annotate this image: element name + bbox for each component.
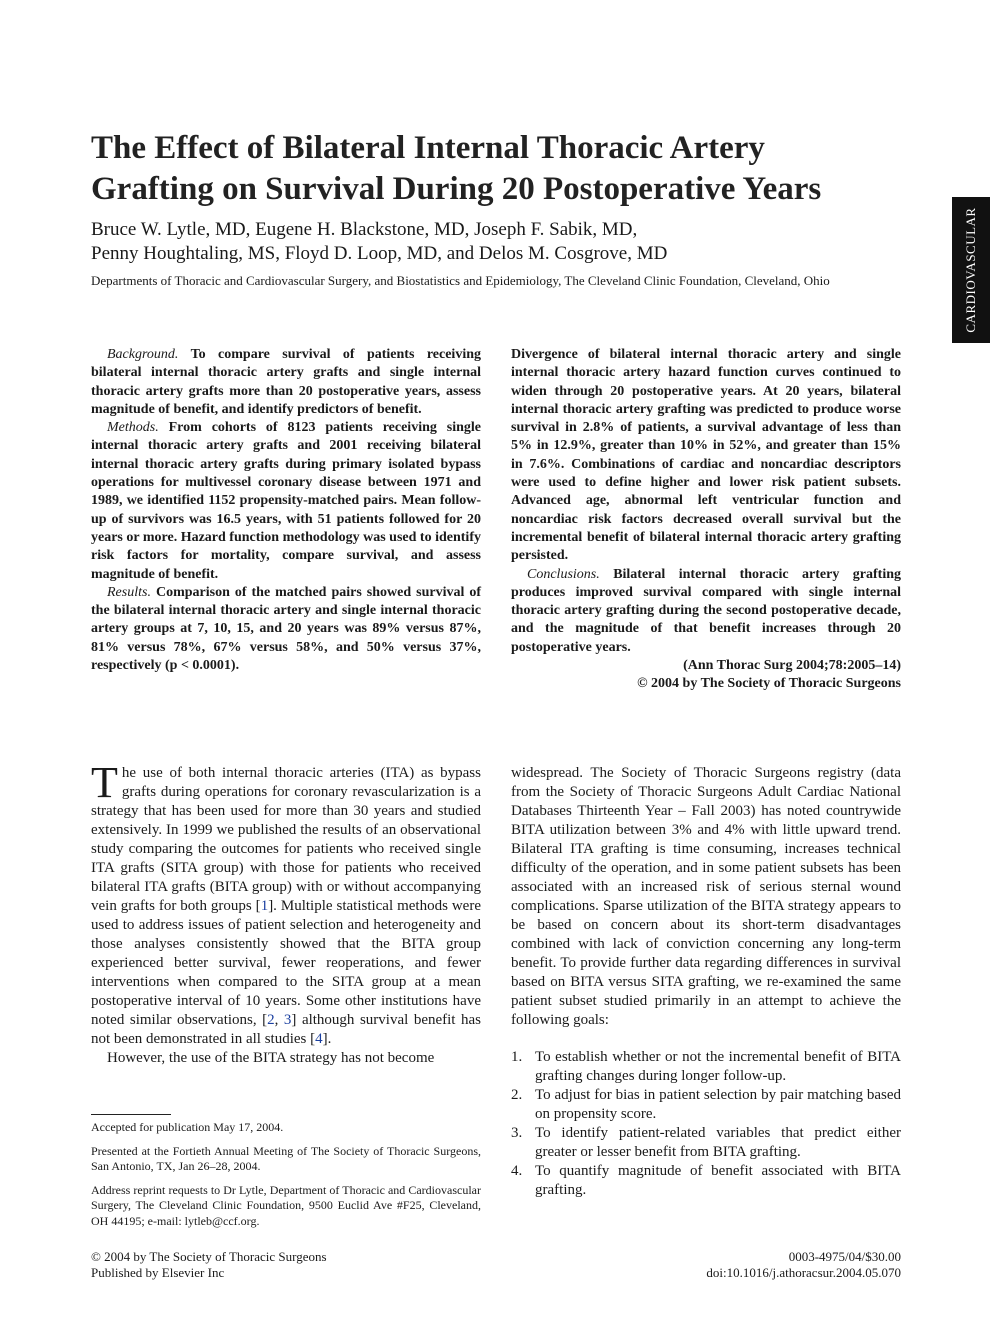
goal-number: 1. xyxy=(511,1049,523,1065)
authors-line-2: Penny Houghtaling, MS, Floyd D. Loop, MD, and Delos M. Cosgrove, MD xyxy=(91,243,668,264)
intro-text-1: he use of both internal thoracic arteries (ITA) as bypass grafts during operations for coronary revascularization is a strategy that has been used for more than 30 years and studied extensively. In 1999 we published the results of an observational study comparing the outcomes for patients who received single ITA grafts (SITA group) with those for patients who received bilateral ITA grafts (BITA group) with or without accompanying vein grafts for both groups [ xyxy=(91,765,481,914)
abstract-results xyxy=(91,584,481,675)
footer-copyright: © 2004 by The Society of Thoracic Surgeons xyxy=(91,1249,327,1264)
footer-doi: doi:10.1016/j.athoracsur.2004.05.070 xyxy=(706,1265,901,1280)
goal-number: 4. xyxy=(511,1163,523,1179)
article-title xyxy=(91,128,921,210)
reference-separator: , xyxy=(274,1012,284,1028)
abstract-results-continued: Divergence of bilateral internal thoracic artery and single internal thoracic artery hazard function curves continued to widen through 20 postoperative years. At 20 years, bilateral internal thoracic artery grafting was predicted to produce worse survival in 2.8% of patients, a survival advantage of less than 5% in 12.9%, greater than 10% in 52%, and greater than 15% in 7.6%. Combinations of cardiac and noncardiac descriptors were used to define higher and lower risk patient subsets. Advanced age, abnormal left ventricular function and noncardiac risk factors decreased overall survival but the incremental benefit of bilateral internal thoracic artery grafting persisted. xyxy=(511,347,901,564)
footer-right xyxy=(560,1249,901,1281)
footnote-rule xyxy=(91,1114,171,1115)
abstract-methods xyxy=(91,419,481,584)
results-text: Comparison of the matched pairs showed survival of the bilateral internal thoracic artery and single internal thoracic artery groups at 7, 10, 15, and 20 years was 89% versus 87%, 81% versus 78%, 67% versus 58%, and 50% versus 37%, respectively (p < 0.0001). xyxy=(91,584,482,674)
journal-citation: (Ann Thorac Surg 2004;78:2005–14) xyxy=(683,658,901,674)
abstract-left-column xyxy=(91,346,481,675)
abstract-background xyxy=(91,346,481,419)
footnote-reprint: Address reprint requests to Dr Lytle, Department of Thoracic and Cardiovascular Surgery, The Cleveland Clinic Foundation, 9500 Euclid Ave #F25, Cleveland, OH 44195; e-mail: lytleb@ccf.org. xyxy=(91,1182,481,1228)
author-list xyxy=(91,218,891,266)
reference-link-1[interactable]: 1 xyxy=(260,898,269,914)
footnote-presented: Presented at the Fortieth Annual Meeting of The Society of Thoracic Surgeons, San Antonio, TX, Jan 26–28, 2004. xyxy=(91,1143,481,1173)
abstract-conclusions xyxy=(511,566,901,657)
section-side-tab xyxy=(952,197,990,343)
affiliation: Departments of Thoracic and Cardiovascular Surgery, and Biostatistics and Epidemiology, The Cleveland Clinic Foundation, Cleveland, Ohio xyxy=(91,273,830,288)
results-label: Results. xyxy=(107,584,151,600)
methods-text: From cohorts of 8123 patients receiving single internal thoracic artery grafts and 2001 receiving bilateral internal thoracic artery grafts during primary isolated bypass operations for multivessel coronary disease between 1971 and 1989, we identified 1152 propensity-matched pairs. Mean follow-up of survivors was 16.5 years, with 51 patients followed for 20 years or more. Hazard function methodology was used to identify risk factors for mortality, compare survival, and assess magnitude of benefit. xyxy=(91,420,482,582)
goal-text: To quantify magnitude of benefit associated with BITA grafting. xyxy=(535,1163,901,1198)
title-line-2: Grafting on Survival During 20 Postoperative Years xyxy=(91,171,822,207)
goal-text: To identify patient-related variables that predict either greater or lesser benefit from BITA grafting. xyxy=(535,1125,901,1160)
intro-text-3: ] although survival benefit has not been demonstrated in all studies [ xyxy=(91,1012,481,1047)
footer-publisher: Published by Elsevier Inc xyxy=(91,1265,225,1280)
conclusions-text: Bilateral internal thoracic artery grafting produces improved survival compared with single internal thoracic artery grafting during the second postoperative decade, and the magnitude of that benefit increases through 20 postoperative years. xyxy=(511,566,901,655)
drop-cap: T xyxy=(91,758,118,807)
body-right-column xyxy=(511,764,901,1200)
footer-issn: 0003-4975/04/$30.00 xyxy=(788,1249,901,1264)
goal-number: 3. xyxy=(511,1125,523,1141)
goal-text: To adjust for bias in patient selection by pair matching based on propensity score. xyxy=(535,1087,901,1122)
footnotes xyxy=(91,1120,481,1237)
second-paragraph-continued: widespread. The Society of Thoracic Surgeons registry (data from the Society of Thoracic Surgeons Adult Cardiac National Databases Thirteenth Year – Fall 2003) has noted countrywide BITA utilization between 3% and 4% with little upward trend. Bilateral ITA grafting is time consuming, increases technical difficulty of the operation, and in some patient subsets has been associated with an increased risk of serious sternal wound complications. Sparse utilization of the BITA strategy appears to be based on concern about its short-term disadvantages combined with lack of conviction concerning any long-term benefit. To provide further data regarding differences in survival based on BITA versus SITA grafting, we re-examined the same patient subset studied primarily in an attempt to achieve the following goals: xyxy=(511,765,901,1028)
abstract-copyright: © 2004 by The Society of Thoracic Surgeons xyxy=(637,676,901,692)
goals-list xyxy=(511,1048,901,1200)
reference-link-2[interactable]: 2 xyxy=(267,1012,275,1028)
goal-text: To establish whether or not the incremental benefit of BITA grafting changes during longer follow-up. xyxy=(535,1049,901,1084)
goal-item xyxy=(511,1086,901,1124)
footnote-accepted: Accepted for publication May 17, 2004. xyxy=(91,1120,284,1134)
abstract-right-column xyxy=(511,346,901,694)
goal-item xyxy=(511,1124,901,1162)
background-text: To compare survival of patients receiving bilateral internal thoracic artery grafts and single internal thoracic artery grafts more than 20 postoperative years, assess magnitude of benefit, and identify predictors of benefit. xyxy=(91,347,481,417)
side-tab-label: CARDIOVASCULAR xyxy=(963,207,978,333)
goal-item xyxy=(511,1162,901,1200)
title-line-1: The Effect of Bilateral Internal Thoracic Artery xyxy=(91,130,765,166)
intro-paragraph xyxy=(91,758,481,1049)
conclusions-label: Conclusions. xyxy=(527,566,600,582)
reference-link-4[interactable]: 4 xyxy=(315,1031,323,1047)
intro-text-2: ]. Multiple statistical methods were used to address issues of patient selection and heterogeneity and those analyses consistently showed that the BITA group experienced better survival, fewer reoperations, and fewer interventions when compared to the SITA group at a mean postoperative interval of 10 years. Some other institutions have noted similar observations, [ xyxy=(91,898,481,1028)
background-label: Background. xyxy=(107,347,179,362)
body-left-column xyxy=(91,758,481,1068)
goal-item xyxy=(511,1048,901,1086)
second-paragraph: However, the use of the BITA strategy has not become xyxy=(107,1050,435,1066)
methods-label: Methods. xyxy=(107,420,159,436)
footer-left xyxy=(91,1249,491,1281)
goal-number: 2. xyxy=(511,1087,523,1103)
reference-link-3[interactable]: 3 xyxy=(283,1012,292,1028)
intro-text-4: ]. xyxy=(322,1031,332,1047)
authors-line-1: Bruce W. Lytle, MD, Eugene H. Blackstone, MD, Joseph F. Sabik, MD, xyxy=(91,219,638,240)
